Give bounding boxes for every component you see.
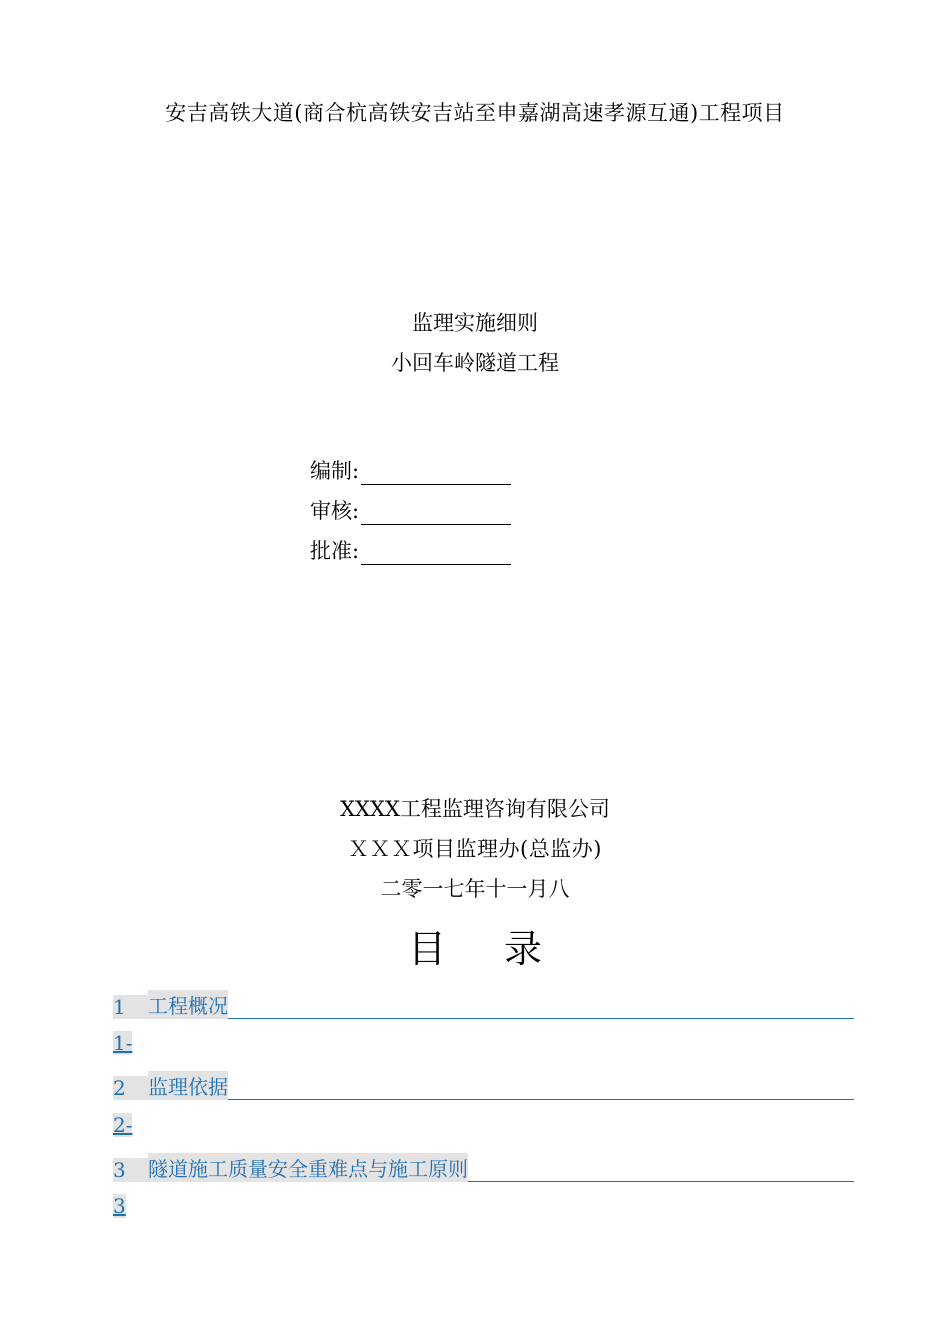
signature-line [361, 504, 511, 525]
toc-leader-line [228, 996, 854, 1019]
signature-label: 审核: [310, 499, 360, 523]
toc-entry-number: 2 [113, 1076, 148, 1100]
toc-heading-part1: 目 [407, 927, 446, 971]
toc-entry-3-page[interactable] [113, 1194, 126, 1218]
toc-entry-3[interactable] [113, 1153, 854, 1182]
toc-entry-number: 1 [113, 995, 148, 1019]
signature-row-compile [310, 455, 511, 485]
toc-page-number: 3 [113, 1194, 126, 1218]
document-title: 监理实施细则 [412, 311, 538, 335]
toc-page-number: 2- [113, 1113, 133, 1137]
document-date: 二零一七年十一月八 [380, 877, 570, 901]
toc-entry-1-page[interactable] [113, 1031, 132, 1055]
signature-line [361, 544, 511, 565]
toc-entry-label: 工程概况 [148, 990, 228, 1019]
document-subtitle: 小回车岭隧道工程 [391, 351, 559, 375]
toc-entry-label: 隧道施工质量安全重难点与施工原则 [148, 1153, 468, 1182]
toc-heading-part2: 录 [504, 927, 543, 971]
signature-row-review [310, 495, 511, 525]
toc-entry-2-page[interactable] [113, 1113, 132, 1137]
project-title: 安吉高铁大道(商合杭高铁安吉站至申嘉湖高速孝源互通)工程项目 [165, 101, 785, 125]
toc-entry-2[interactable] [113, 1071, 854, 1100]
signature-label: 批准: [310, 539, 360, 563]
signature-row-approve [310, 535, 511, 565]
company-name: XXXX工程监理咨询有限公司 [340, 797, 610, 821]
toc-leader-line [468, 1159, 854, 1182]
signature-label: 编制: [310, 459, 360, 483]
signature-line [361, 464, 511, 485]
toc-entry-label: 监理依据 [148, 1071, 228, 1100]
toc-entry-1[interactable] [113, 990, 854, 1019]
office-name: ＸＸＸ项目监理办(总监办) [348, 837, 602, 861]
toc-page-number: 1- [113, 1031, 133, 1055]
toc-leader-line [228, 1077, 854, 1100]
toc-entry-number: 3 [113, 1158, 148, 1182]
toc-heading [0, 918, 950, 973]
